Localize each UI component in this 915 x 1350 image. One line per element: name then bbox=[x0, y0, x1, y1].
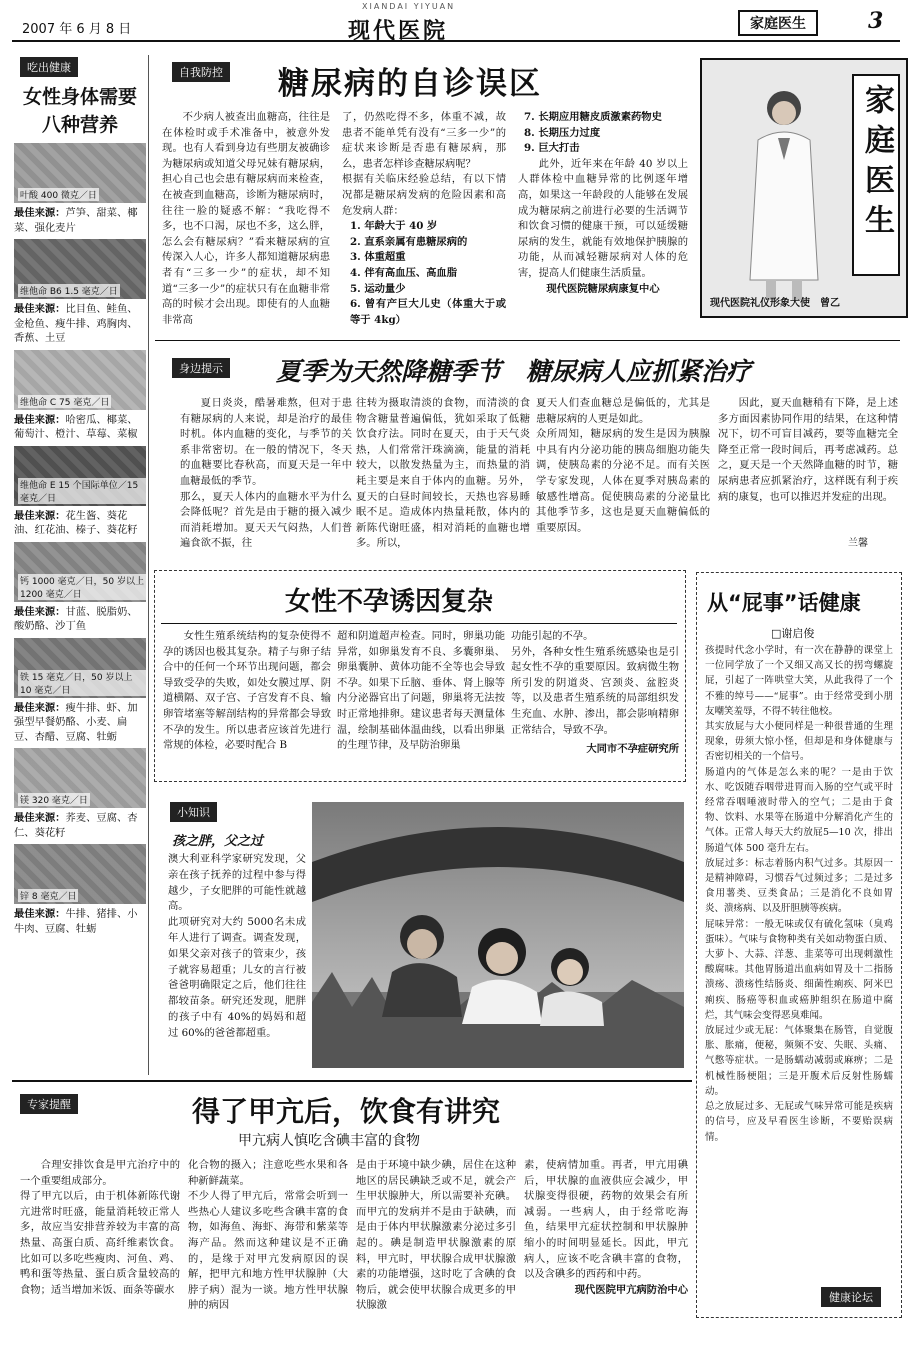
nutrient-source bbox=[14, 811, 146, 840]
nutrient-source-text: 牛排、猪排、小牛肉、豆腐、牡蛎 bbox=[14, 908, 138, 935]
nutrient-source-text: 芦笋、甜菜、椰菜、强化麦片 bbox=[14, 207, 138, 234]
nutrient-photo bbox=[14, 350, 146, 410]
nutrient-source bbox=[14, 206, 146, 235]
risk-factor-item: 3. 体重超重 bbox=[350, 251, 406, 264]
nutrient-source-label: 最佳来源： bbox=[14, 207, 66, 219]
article2 bbox=[158, 344, 902, 564]
nutrient-source-label: 最佳来源： bbox=[14, 303, 66, 315]
masthead: 现代医院 bbox=[348, 18, 449, 44]
page-number: 3 bbox=[868, 8, 884, 34]
rule-2 bbox=[12, 1080, 692, 1082]
xiaozhishi bbox=[158, 800, 304, 1070]
nutrient-photo bbox=[14, 748, 146, 808]
nutrient-source-text: 比目鱼、鲑鱼、金枪鱼、瘦牛排、鸡胸肉、香蕉、土豆 bbox=[14, 303, 138, 344]
nutrient-caption: 维他命 C 75 毫克／日 bbox=[18, 395, 111, 408]
risk-list bbox=[342, 219, 506, 328]
nutrient-source bbox=[14, 509, 146, 538]
sidebar bbox=[14, 56, 146, 936]
article4-title: 得了甲亢后，饮食有讲究 bbox=[192, 1095, 501, 1128]
article3-rule bbox=[161, 623, 677, 624]
nutrient-caption: 维他命 E 15 个国际单位／15 毫克／日 bbox=[18, 478, 146, 504]
article1-col3-text: 此外，近年来在年龄 40 岁以上人群体检中血糖异常的比例逐年增高，如果这一年龄段的人能够在发展成为糖尿病之前进行必要的生活调节和饮食习惯的健康干预，可以延缓糖尿病的发生，就能有效地保护胰腺的功能，从而减轻糖尿病对人体的危害，提高人们健康生活质量。 bbox=[518, 157, 688, 279]
article1-col1: 不少病人被查出血糖高，往往是在体检时或手术准备中，被意外发现。也有人看到身边有些朋友被确诊为糖尿病或知道父母兄妹有糖尿病，担心自己也会患有糖尿病而来检查，在被查到血糖高，诊断为糖尿病时，往往一脸的疑惑不解：“我吃得不多，也不口渴，尿也不多，这么胖，怎么会有糖尿病？”看来糖尿病的宣传深入人心，许多人都知道糖尿病患者有“三多一少”的症状，却不知道“三多一少”的症状只有在血糖非常高的时候才会出现。即使有的人血糖非常高 bbox=[162, 111, 330, 326]
nutrient-source bbox=[14, 605, 146, 634]
risk-factor-item: 1. 年龄大于 40 岁 bbox=[350, 220, 438, 233]
nutrient-source bbox=[14, 302, 146, 346]
article1-col3 bbox=[518, 110, 688, 297]
health-column bbox=[696, 572, 902, 1318]
nutrient-photo bbox=[14, 143, 146, 203]
column-body: 孩提时代念小学时，有一次在静静的课堂上一位同学放了一个又细又高又长的拐弯螺旋屁，引起了一阵哄堂大笑，从此我得了一个不雅的绰号——“屁事”。由于经常受到小朋友嘲笑羞辱，不得不转往他校。 其实放屁与大小便同样是一种很普通的生理现象，毋须大惊小怪，但却是和身体健康与否密切相关的一个信号。 肠道内的气体是怎么来的呢？一是由于饮水、吃饭随吞咽带进胃而入肠的空气或平时经常吞咽唾液时带入的空气；二是由于食物、饮料、水果等在肠道中分解消化产生的气体。正常人每天大约放屁5—10 次，排出肠道气体 500 毫升左右。 放屁过多：标志着肠内积气过多。其原因一是精神障碍，习惯吞气过频过多；二是过多食用薯类、豆类食品；三是消化不良如胃炎、溃疡病、以及肝胆胰等疾病。 屁味异常：一般无味或仅有硫化氢味（臭鸡蛋味）。气味与食物种类有关如动物蛋白质、大萝卜、大蒜、洋葱、韭菜等可出现刺激性酸腐味。其他胃肠道出血病如胃及十二指肠溃疡、溃疡性结肠炎、细菌性痢疾、阿米巴痢疾、肠癌等积血或癌肿组织在肠道中腐烂，其气味会变得恶臭难闻。 放屁过少或无屁：气体聚集在肠管，自觉腹胀、胀痛，便秘，频频不安、失眠、头痛、气憋等症状。一是肠蠕动减弱或麻痹；二是机械性肠梗阻；三是开腹术后反射性肠蠕动。 总之放屁过多、无屁或气味异常可能是疾病的信号，应及早看医生诊断，不要贻误病情。 bbox=[705, 645, 893, 1143]
section-name: 家庭医生 bbox=[738, 10, 818, 36]
xiaozhishi-title: 孩之胖，父之过 bbox=[172, 834, 264, 849]
nutrient-source-text: 花生酱、葵花油、红花油、榛子、葵花籽 bbox=[14, 509, 138, 536]
article3-box bbox=[154, 570, 686, 782]
article1-title: 糖尿病的自诊误区 bbox=[278, 66, 542, 102]
nutrient-caption: 锌 8 毫克／日 bbox=[18, 889, 78, 902]
nutrient-photo bbox=[14, 542, 146, 602]
masthead-en: XIANDAI YIYUAN bbox=[362, 2, 456, 11]
article2-col3: 夏天人们查血糖总是偏低的，尤其是患糖尿病的人更是如此。 众所周知，糖尿病的发生是因为胰腺中具有内分泌功能的胰岛细胞功能失调，使胰岛素的分泌不足。而有关医学专家发现，人体在夏季对胰岛素的敏感性增高。促使胰岛素的分泌量比其他季节多，这也是夏天血糖偏低的重要原因。 bbox=[536, 397, 710, 534]
xiaozhishi-tag: 小知识 bbox=[170, 802, 217, 822]
header-rule bbox=[12, 40, 900, 42]
nutrient-source bbox=[14, 413, 146, 442]
nutrient-caption: 钙 1000 毫克／日，50 岁以上 1200 毫克／日 bbox=[18, 574, 146, 600]
nutrient-photo bbox=[14, 239, 146, 299]
column-author: □谢启俊 bbox=[771, 627, 815, 640]
article4-col4 bbox=[524, 1158, 688, 1298]
nutrient-item bbox=[14, 638, 146, 745]
nutrient-item bbox=[14, 143, 146, 235]
nutrient-source-text: 甘蓝、脱脂奶、酸奶酪、沙丁鱼 bbox=[14, 605, 138, 632]
article1-source: 现代医院糖尿病康复中心 bbox=[546, 282, 660, 295]
ad-title: 家庭医生 bbox=[859, 84, 894, 244]
risk-factor-item: 6. 曾有产巨大儿史（体重大于或等于 4kg） bbox=[350, 298, 506, 326]
sidebar-tag: 吃出健康 bbox=[20, 57, 78, 77]
risk-list-continued bbox=[518, 110, 688, 157]
article4-col2: 化合物的摄入；注意吃些水果和各种新鲜蔬菜。 不少人得了甲亢后，常常会听到一些热心人建议多吃些含碘丰富的食物，如海鱼、海虾、海带和紫菜等海产品。然而这种建议是不正确的，是缘于对甲亢发病原因的误解，把甲亢和地方性甲状腺肿（大脖子病）混为一谈。地方性甲状腺肿的病因 bbox=[188, 1159, 348, 1312]
ad-caption: 现代医院礼仪形象大使 曾乙 bbox=[710, 298, 840, 309]
nutrient-caption: 镁 320 毫克／日 bbox=[18, 793, 90, 806]
nutrient-source-label: 最佳来源： bbox=[14, 701, 66, 714]
article4-subtitle: 甲亢病人慎吃含碘丰富的食物 bbox=[238, 1133, 420, 1149]
ad-title-box bbox=[852, 74, 900, 276]
article4-col1: 合理安排饮食是甲亢治疗中的一个重要组成部分。 得了甲亢以后，由于机体新陈代谢亢进常时旺盛，能量消耗较正常人多，故应当安排营养较为丰富的高热量、高蛋白质、高纤维素饮食。比如可以多吃些瘦肉、河鱼、鸡、鸭和蛋等热量、蛋白质含量较高的食物；适当增加米饭、面条等碳水 bbox=[20, 1159, 180, 1296]
article4-col4-text: 素，使病情加重。再者，甲亢用碘后，甲状腺的血液供应会减少，甲状腺变得很硬，药物的效果会有所减弱。一些病人，由于经常吃海鱼，结果甲亢症状控制和甲状腺肿缩小的时间明显延长。因此，甲亢病人，应该不吃含碘丰富的食物，以及含碘多的西药和中药。 bbox=[524, 1159, 688, 1281]
article4-col3: 是由于环境中缺少碘，居住在这种地区的居民碘缺乏或不足，就会产生甲状腺肿大，所以需要补充碘。而甲亢的发病并不是由于缺碘，而是由于体内甲状腺激素分泌过多引起的。碘是制造甲状腺激素的原料，甲亢时，甲状腺合成甲状腺激素的功能增强，这时吃了含碘的食物后，就会使甲状腺合成更多的甲状腺激 bbox=[356, 1159, 516, 1312]
nutrient-source-label: 最佳来源： bbox=[14, 605, 66, 618]
risk-factor-item: 9. 巨大打击 bbox=[524, 142, 580, 155]
risk-factor-item: 5. 运动量少 bbox=[350, 282, 406, 295]
nutrient-source-text: 荞麦、豆腐、杏仁、葵花籽 bbox=[14, 812, 138, 839]
nutrient-item bbox=[14, 844, 146, 936]
nutrient-source-label: 最佳来源： bbox=[14, 908, 66, 920]
article2-col2: 往转为摄取清淡的食物，而清淡的食物含糖量普遍偏低，犹如采取了低糖饮食疗法。同时在夏天，由于天气炎热，人们常常汗珠滴滴，能量的消耗较大，以散发热量为主，而热量的消耗主要是来自于体内的血糖。另外，夏天的白昼时间较长，天热也容易睡眠不足。造成体内热量耗散，体内的新陈代谢旺盛，相对消耗的血糖也增多。所以， bbox=[356, 397, 530, 550]
article4-source: 现代医院甲亢病防治中心 bbox=[574, 1283, 688, 1296]
article1 bbox=[158, 56, 690, 336]
sidebar-title-line1: 女性身体需要 bbox=[22, 86, 137, 108]
nutrient-source bbox=[14, 907, 146, 936]
risk-factor-item: 7. 长期应用糖皮质激素药物史 bbox=[524, 111, 662, 123]
article2-col4: 因此，夏天血糖稍有下降，是上述多方面因素协同作用的结果，在这种情况下，切不可盲目减药，要等血糖完全降至正常一段时间后，再考虑减药。总之，夏天是一个天然降血糖的时节，糖尿病患者应抓紧治疗，这样既有利于疾病的康复，也可以推迟并发症的出现。 bbox=[718, 397, 898, 503]
article3-col1: 女性生殖系统结构的复杂使得不孕的诱因也极其复杂。精子与卵子结合中的任何一个环节出现问题，都会导致受孕的失败，如处女膜过厚、阴道横隔、双子宫、子宫发育不良、输卵管堵塞等解剖结构的异常都会导致不孕的发生。所以患者应该首先进行常规的体检，必要时配合 B bbox=[163, 630, 331, 752]
column-title: 从“屁事”话健康 bbox=[707, 591, 861, 615]
nutrient-source-text: 瘦牛排、虾、加强型早餐奶酪、小麦、扁豆、杏醋、豆腐、牡蛎 bbox=[14, 701, 138, 743]
nutrient-item bbox=[14, 350, 146, 442]
article4 bbox=[14, 1086, 692, 1336]
page-date: 2007 年 6 月 8 日 bbox=[22, 22, 132, 37]
nutrient-caption: 铁 15 毫克／日，50 岁以上 10 毫克／日 bbox=[18, 670, 146, 696]
sidebar-divider bbox=[148, 55, 149, 1075]
nutrient-source-label: 最佳来源： bbox=[14, 812, 66, 824]
article1-col2-text: 了，仍然吃得不多，体重不减，故患者不能单凭有没有“三多一少”的症状来诊断是否患有糖尿病，那么，患者怎样诊查糖尿病呢？ 根据有关临床经验总结，有以下情况都是糖尿病发病的危险因素和高危发病人群： bbox=[342, 111, 506, 217]
risk-factor-item: 8. 长期压力过度 bbox=[524, 126, 601, 139]
doctor-ad bbox=[700, 58, 908, 318]
nutrient-source-text: 哈密瓜、椰菜、葡萄汁、橙汁、草莓、菜椒 bbox=[14, 413, 138, 440]
nutrient-source-label: 最佳来源： bbox=[14, 509, 66, 522]
article4-tag: 专家提醒 bbox=[20, 1094, 78, 1114]
rule-1 bbox=[155, 340, 900, 341]
sidebar-title bbox=[14, 83, 146, 139]
nutrient-list bbox=[14, 143, 146, 936]
risk-factor-item: 4. 伴有高血压、高血脂 bbox=[350, 266, 458, 279]
article1-tag: 自我防控 bbox=[172, 62, 230, 82]
nutrient-item bbox=[14, 446, 146, 538]
nutrient-caption: 叶酸 400 微克／日 bbox=[18, 188, 99, 201]
risk-factor-item: 2. 直系亲属有患糖尿病的 bbox=[350, 235, 468, 248]
nutrient-photo bbox=[14, 446, 146, 506]
article2-tag: 身边提示 bbox=[172, 358, 230, 378]
sidebar-title-line2: 八种营养 bbox=[41, 114, 118, 136]
article3-col3-text: 功能引起的不孕。 另外，各种女性生殖系统感染也是引起女性不孕的重要原因。致病微生物所引发的阴道炎、宫颈炎、盆腔炎等，以及患者生殖系统的局部组织发生充血、水肿、渗出，都会影响精卵正常结合，导致不孕。 bbox=[511, 630, 679, 736]
article3-col2: 超和阴道超声检查。同时，卵巢功能异常，如卵巢发育不良、多囊卵巢、卵巢囊肿、黄体功能不全等也会导致不孕。如果下丘脑、垂体、肾上腺等内分泌器官出了问题，卵巢将无法按时正常地排卵。建议患者每天测量体温，绘制基础体温曲线，以看出卵巢的生理节律，及早防治卵巢 bbox=[337, 630, 505, 752]
article1-col2 bbox=[342, 110, 506, 328]
article2-title: 夏季为天然降糖季节 糖尿病人应抓紧治疗 bbox=[276, 357, 752, 386]
nutrient-caption: 维他命 B6 1.5 毫克／日 bbox=[18, 284, 120, 297]
nutrient-source-label: 最佳来源： bbox=[14, 413, 66, 426]
nutrient-photo bbox=[14, 844, 146, 904]
article3-source: 大同市不孕症研究所 bbox=[586, 743, 679, 756]
article2-col1: 夏日炎炎，酷暑难熬，但对于患有糖尿病的人来说，却是治疗的最佳时机。体内血糖的变化，与季节的关系非常密切。在一般的情况下，冬天的血糖要比春秋高，而夏天是一年中血糖最低的季节。 那么，夏天人体内的血糖水平为什么会降低呢？首先是由于糖的摄入减少而消耗增加。夏天天气闷热，人们普遍食欲不振，往 bbox=[180, 397, 352, 550]
nutrient-photo bbox=[14, 638, 146, 698]
nutrient-item bbox=[14, 239, 146, 346]
article3-title: 女性不孕诱因复杂 bbox=[285, 587, 494, 617]
nutrient-item bbox=[14, 748, 146, 840]
nutrient-item bbox=[14, 542, 146, 634]
nutrient-source bbox=[14, 701, 146, 745]
xiaozhishi-body: 澳大利亚科学家研究发现，父亲在孩子抚养的过程中参与得越少，子女肥胖的可能性就越高。 此项研究对大约 5000名未成年人进行了调查。调查发现，如果父亲对孩子的管束少，孩子就容易超重；儿女的言行被爸爸明确限定之后，他们往往都较苗条。研究还发现，肥胖的孩子中有 40%的妈妈和超过 60%的爸爸都超重。 bbox=[168, 853, 306, 1039]
article2-author: 兰馨 bbox=[848, 538, 868, 549]
column-footer-tag: 健康论坛 bbox=[821, 1287, 881, 1307]
ambassador-photo bbox=[722, 80, 842, 302]
family-photo bbox=[312, 802, 684, 1068]
article3-col3 bbox=[511, 629, 679, 758]
